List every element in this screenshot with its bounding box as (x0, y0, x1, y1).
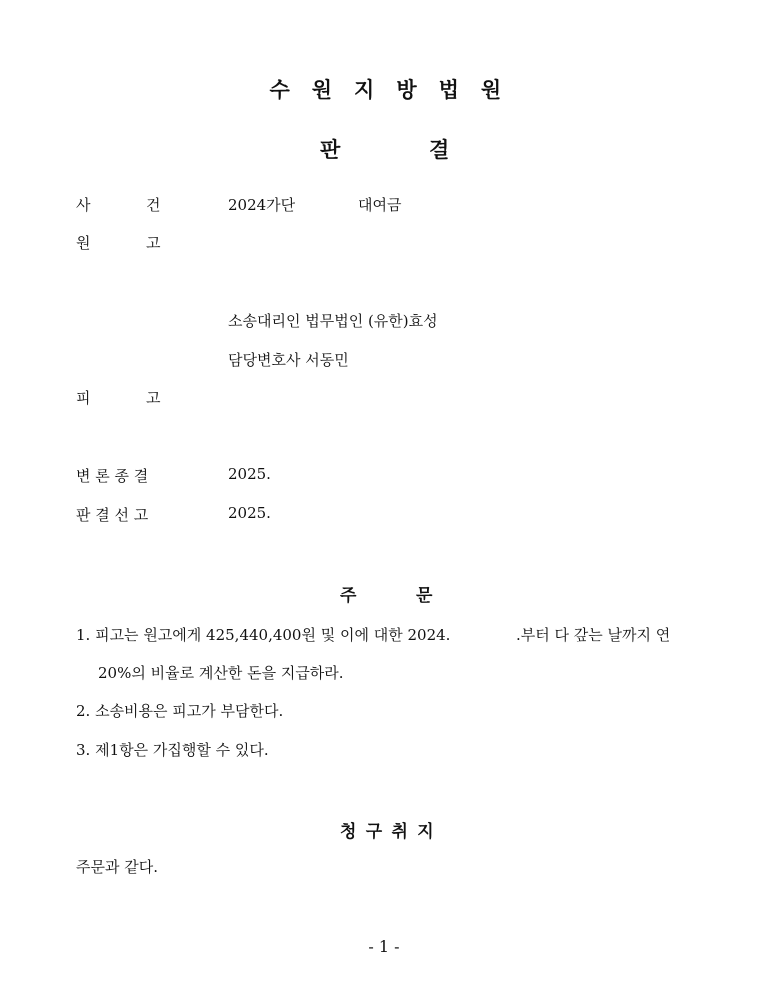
plaintiff-label-1: 원 (76, 234, 91, 252)
order-item-1-line-1-tail: .부터 다 갚는 날까지 연 (516, 626, 671, 644)
judgment-date-label: 판 결 선 고 (76, 506, 149, 524)
document-title-left: 판 (320, 138, 341, 162)
page-number: - 1 - (368, 937, 400, 956)
defendant-label-1: 피 (76, 389, 91, 407)
case-label-2: 건 (146, 196, 161, 214)
case-label-1: 사 (76, 196, 91, 214)
conclusion-date-label: 변 론 종 결 (76, 467, 149, 485)
claim-text: 주문과 같다. (76, 858, 158, 876)
case-number: 2024가단 (228, 196, 296, 214)
order-heading-left: 주 (340, 586, 357, 606)
order-item-1-line-1: 1. 피고는 원고에게 425,440,400원 및 이에 대한 2024. (76, 626, 451, 644)
counsel-lawyer: 담당변호사 서동민 (228, 351, 349, 369)
case-name: 대여금 (358, 196, 402, 214)
order-heading-right: 문 (416, 586, 433, 606)
conclusion-date-value: 2025. (228, 465, 271, 483)
order-item-2: 2. 소송비용은 피고가 부담한다. (76, 702, 284, 720)
document-title-right: 결 (429, 138, 450, 162)
court-name: 수 원 지 방 법 원 (269, 78, 509, 102)
order-item-3: 3. 제1항은 가집행할 수 있다. (76, 741, 269, 759)
plaintiff-label-2: 고 (146, 234, 161, 252)
judgment-date-value: 2025. (228, 504, 271, 522)
defendant-label-2: 고 (146, 389, 161, 407)
claim-heading: 청 구 취 지 (340, 822, 436, 842)
counsel-firm: 소송대리인 법무법인 (유한)효성 (228, 312, 438, 330)
order-item-1-line-2: 20%의 비율로 계산한 돈을 지급하라. (98, 664, 344, 682)
